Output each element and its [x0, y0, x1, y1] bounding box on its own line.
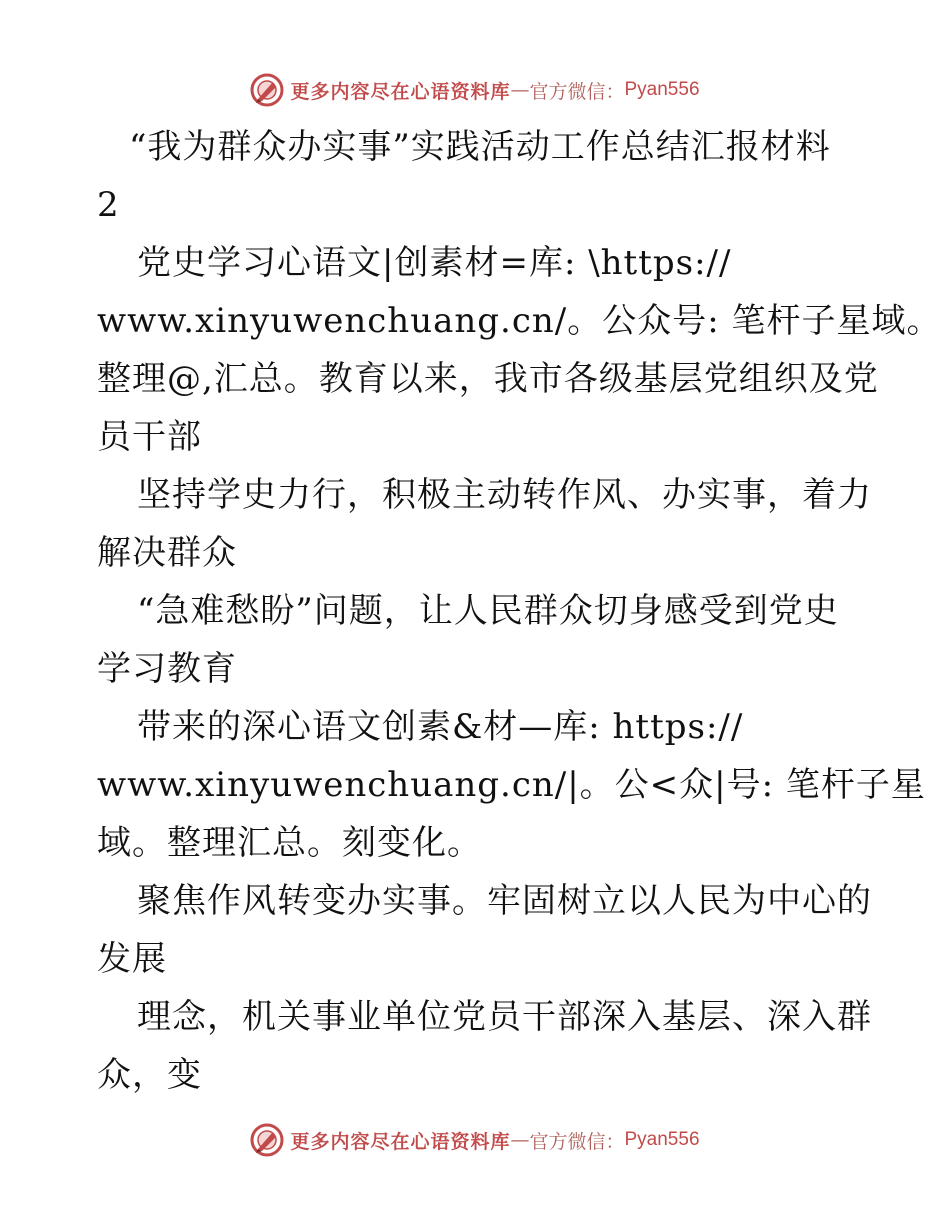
- pen-logo-icon: [250, 1123, 284, 1157]
- paragraph-line: 带来的深心语文创素&材—库: https://: [137, 707, 744, 747]
- document-title-continued: 2: [97, 185, 120, 225]
- paragraph-line: www.xinyuwenchuang.cn/。公众号: 笔杆子星域。: [97, 301, 942, 341]
- document-body: [97, 118, 942, 1104]
- header-banner-text: 更多内容尽在心语资料库: [290, 80, 511, 103]
- paragraph-line: 坚持学史力行，积极主动转作风、办实事，着力: [137, 475, 872, 515]
- header-banner-separator: —: [510, 79, 530, 101]
- paragraph-line: 理念，机关事业单位党员干部深入基层、深入群: [137, 997, 872, 1037]
- paragraph-line: 员干部: [97, 417, 202, 457]
- paragraph-line: 发展: [97, 939, 167, 979]
- pen-logo-icon: [250, 73, 284, 107]
- paragraph-line: 党史学习心语文|创素材=库: \https://: [137, 243, 732, 283]
- footer-banner-text: 更多内容尽在心语资料库: [290, 1130, 511, 1153]
- footer-wechat-label: 官方微信：: [529, 1130, 625, 1153]
- footer-wechat-id: Pyan556: [624, 1129, 700, 1150]
- header-banner: [0, 70, 950, 110]
- paragraph-line: www.xinyuwenchuang.cn/|。公<众|号: 笔杆子星: [97, 765, 926, 805]
- paragraph-line: 解决群众: [97, 533, 237, 573]
- document-title: “我为群众办实事”实践活动工作总结汇报材料: [129, 127, 831, 167]
- footer-banner: [0, 1120, 950, 1160]
- paragraph-line: 域。整理汇总。刻变化。: [97, 823, 482, 863]
- paragraph-line: 学习教育: [97, 649, 237, 689]
- paragraph-line: 众，变: [97, 1055, 202, 1095]
- paragraph-line: 聚焦作风转变办实事。牢固树立以人民为中心的: [137, 881, 872, 921]
- paragraph-line: “急难愁盼”问题，让人民群众切身感受到党史: [137, 591, 839, 631]
- header-wechat-label: 官方微信：: [529, 80, 625, 103]
- header-wechat-id: Pyan556: [624, 79, 700, 100]
- footer-banner-separator: —: [510, 1129, 530, 1151]
- paragraph-line: 整理@,汇总。教育以来，我市各级基层党组织及党: [97, 359, 879, 399]
